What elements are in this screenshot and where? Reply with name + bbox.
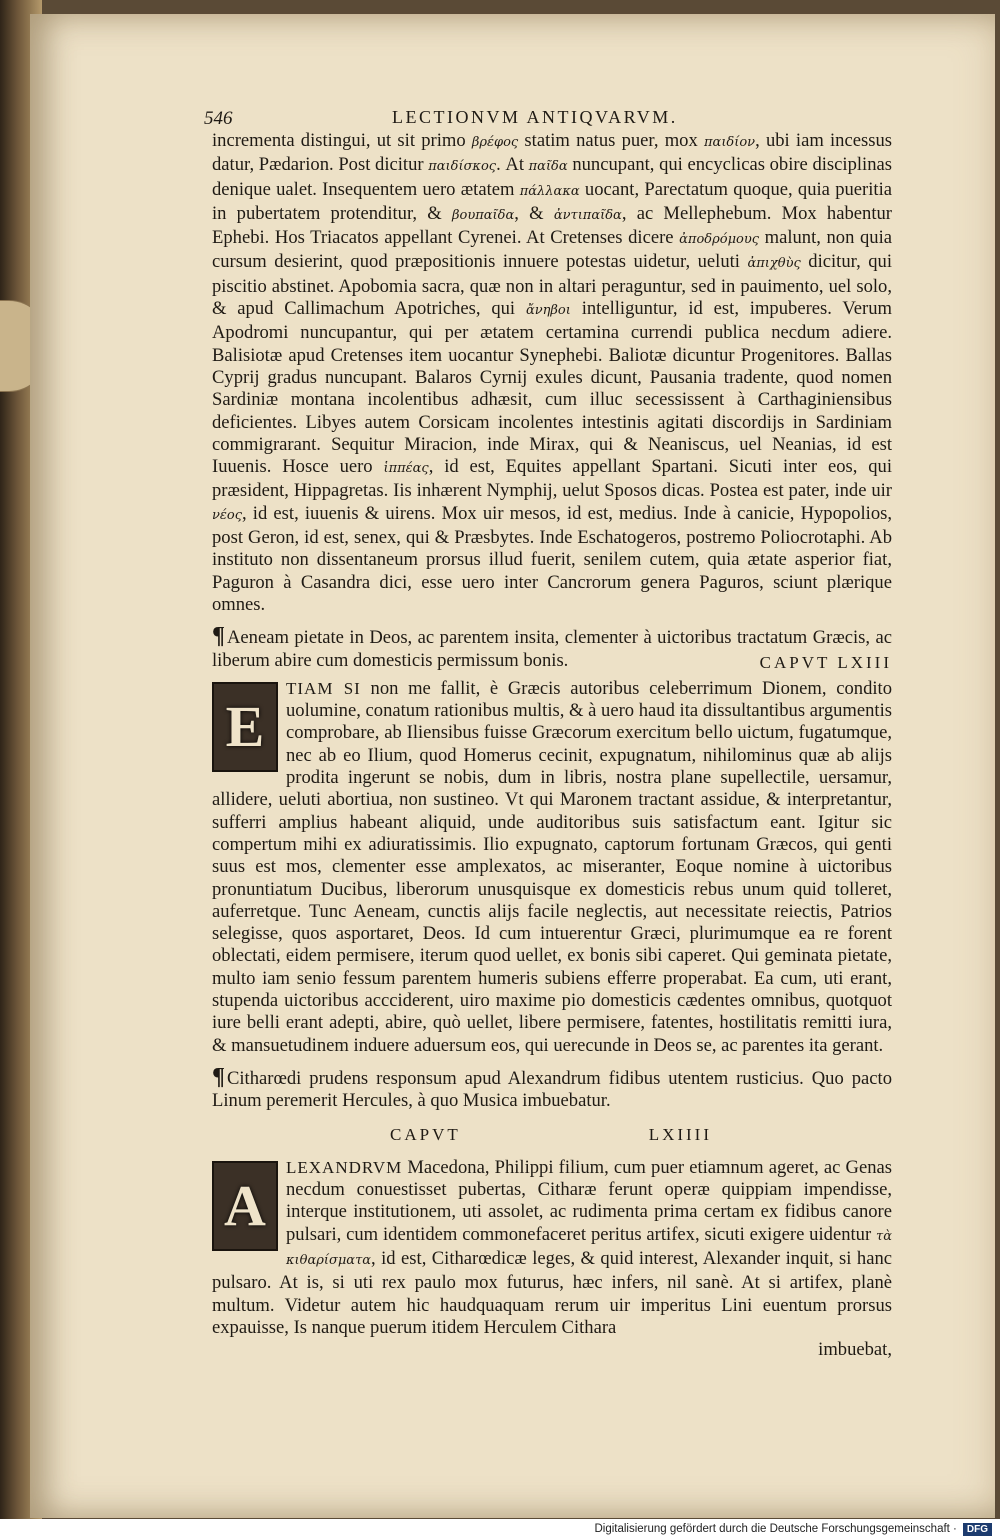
dfg-logo-icon: DFG <box>963 1523 992 1536</box>
running-header <box>204 100 892 129</box>
chapter-63-heading: CAPVT LXIII <box>759 652 892 672</box>
woodcut-initial-a: A <box>212 1161 278 1251</box>
pilcrow-icon: ¶ <box>212 623 225 650</box>
chapter-64 <box>212 1157 892 1362</box>
text-block <box>204 100 893 1361</box>
paragraph-ages: incrementa distingui, ut sit primo βρέφος statim natus puer, mox παιδίον, ubi iam incessus datur, Pædarion. Post dicitur παιδίσκος. At παῖδα nuncupant, qui encyclicas obire disciplinas denique ualet. Insequentem uero ætatem πάλλακα uocant, Parectatum quoque, quia pueritia in pubertatem protenditur, & βουπαῖδα, & ἀντιπαῖδα, ac Mellephebum. Mox habentur Ephebi. Hos Triacatos appellant Cyrenei. At Cretenses dicere ἀποδρόμους malunt, non quia cursum desierint, quod præpositionis innuere potestas uidetur, ueluti ἀπιχθὺς dicitur, qui piscitio abstinet. Apobomia sacra, quæ non in altari peraguntur, sed in pauimento, uel solo, & apud Callimachum Apotriches, qui ἄνηβοι intelliguntur, id est, impuberes. Verum Apodromi nuncupantur, qui per ætatem certamina currendi publica necdum adiere. Balisiotæ apud Cretenses item uocantur Synephebi. Baliotæ dicuntur Progenitores. Ballas Cyprij gradus nuncupant. Balaros Cyrnij exules dicunt, Pausania tradente, quod nomen Sardiniæ montana incolentibus adhæsit, cum illuc secessissent à Carthaginiensibus deficientes. Libyes autem Corsicam incolentes intestinis agitati discordijs in Sardiniam commigrarant. Sequitur Miracion, inde Mirax, qui & Neaniscus, uel Neanias, id est Iuuenis. Hosce uero ἱππέας, id est, Equites appellant Spartani. Sicuti inter eos, qui præsident, Hippagretas. Iis inhærent Nymphij, uelut Sposos dicas. Postea est pater, inde uir νέος, id est, iuuenis & uirens. Mox uir mesos, id est, medius. Inde à canicie, Hypopolios, post Geron, id est, senex, qui & Præsbytes. Inde Eschatogeros, postremo Poliocrotaphi. Ab instituto non dissentaneum prorsus illud fuerit, senilem cutem, quia ætate asperior fiat, Paguron à Casandra dici, esse uero inter Cancrorum genera Paguros, sciunt plærique omnes. <box>212 130 893 615</box>
catchword: imbuebat, <box>818 1339 892 1361</box>
chapter-64-heading: CAPVT LXIIII <box>390 1125 712 1145</box>
page-number: 546 <box>204 108 233 129</box>
footer-text: Digitalisierung gefördert durch die Deutsche Forschungsgemeinschaft · <box>594 1523 957 1535</box>
chapter-63-text: TIAM SI non me fallit, è Græcis autoribus celeberrimum Dionem, condito uolumine, conatum rationibus multis, & à uero haud ita dissultantibus argumentis comprobare, ab Iliensibus fuisse Græcorum exercitum bello uictum, fugatumque, nec ab eo Ilium, quod Homerus cecinit, expugnatum, nihilominus quæ ab alijs prodita ingerunt se nobis, dum in libris, nostra plane supellectile, uersamur, allidere, ueluti abortiua, non sustineo. Vt qui Maronem tractant assidue, & interpretantur, sufferri amplius habeant aliquid, unde auditoribus suis satisfactum eant. Igitur sic compertum mihi ex adiuratissimis. Ilio expugnato, captorum fortunam Græcos, qui genti suus est mos, clementer esse amplexatos, ac miseranter, Eoque nomine à uictoribus pronuntiatum Ducibus, liberorum unusquisque ex domesticis rebus unum quid tolleret, auferretque. Tunc Aeneam, cunctis alijs facile neglectis, aut necessitate reiectis, Patrios selegisse, quos asportaret, Deos. Id cum intuerentur Græci, plurimumque ea re forent oblectati, eidem permisere, iterum quod uellet, ex bonis sibi caperet. Qui geminata pietate, multo iam senio fessum parentem humeris subiens efferre properabat. Ea cum, uti erant, stupenda uictoribus accciderent, uiro maxime pio domesticis cædentes omnibus, quotquot iure belli erant adepti, abire, quò uellet, libere permisere, fatentes, hostilitatis remitti iura, & mansuetudinem induere aduersum eos, qui uerecunde in Deos se, ac parentes ita gerant. <box>212 677 892 1056</box>
pilcrow-icon: ¶ <box>212 1063 225 1090</box>
chapter-64-text: LEXANDRVM Macedona, Philippi filium, cum puer etiamnum ageret, ac Genas necdum conuestisset pubertas, Citharæ ferunt operæ quippiam impendisse, interque institutionem, uti assolet, ac rudimenta prima certam ex fidibus canore pulsari, cum identidem commonefaceret peritus artifex, sicuti exigere uidentur τὰ κιθαρίσματα, id est, Citharœdicæ leges, & quid interest, Alexander inquit, si hanc pulsaro. At is, si uti rex paulo mox futurus, hæc infers, nil sanè. At si artifex, planè multum. Videtur autem hic haudquaquam rerum uir imperitus Lini euentum prorsus expauisse, Is nanque puerum itidem Herculem Cithara <box>212 1156 892 1338</box>
chapter-63-summary: ¶ Aeneam pietate in Deos, ac parentem insita, clementer à uictoribus tractatum Græcis, ac liberum abire cum domesticis permissum bonis. CAPVT LXIII <box>212 625 892 672</box>
dfg-footer <box>0 1519 1000 1539</box>
running-title: LECTIONVM ANTIQVARVM. <box>392 107 678 127</box>
chapter-63 <box>212 678 892 1057</box>
chapter-64-summary: ¶ Citharœdi prudens responsum apud Alexandrum fidibus utentem rusticius. Quo pacto Linum peremerit Hercules, à quo Musica imbuebatur. <box>212 1063 892 1112</box>
woodcut-initial-e: E <box>212 682 278 772</box>
